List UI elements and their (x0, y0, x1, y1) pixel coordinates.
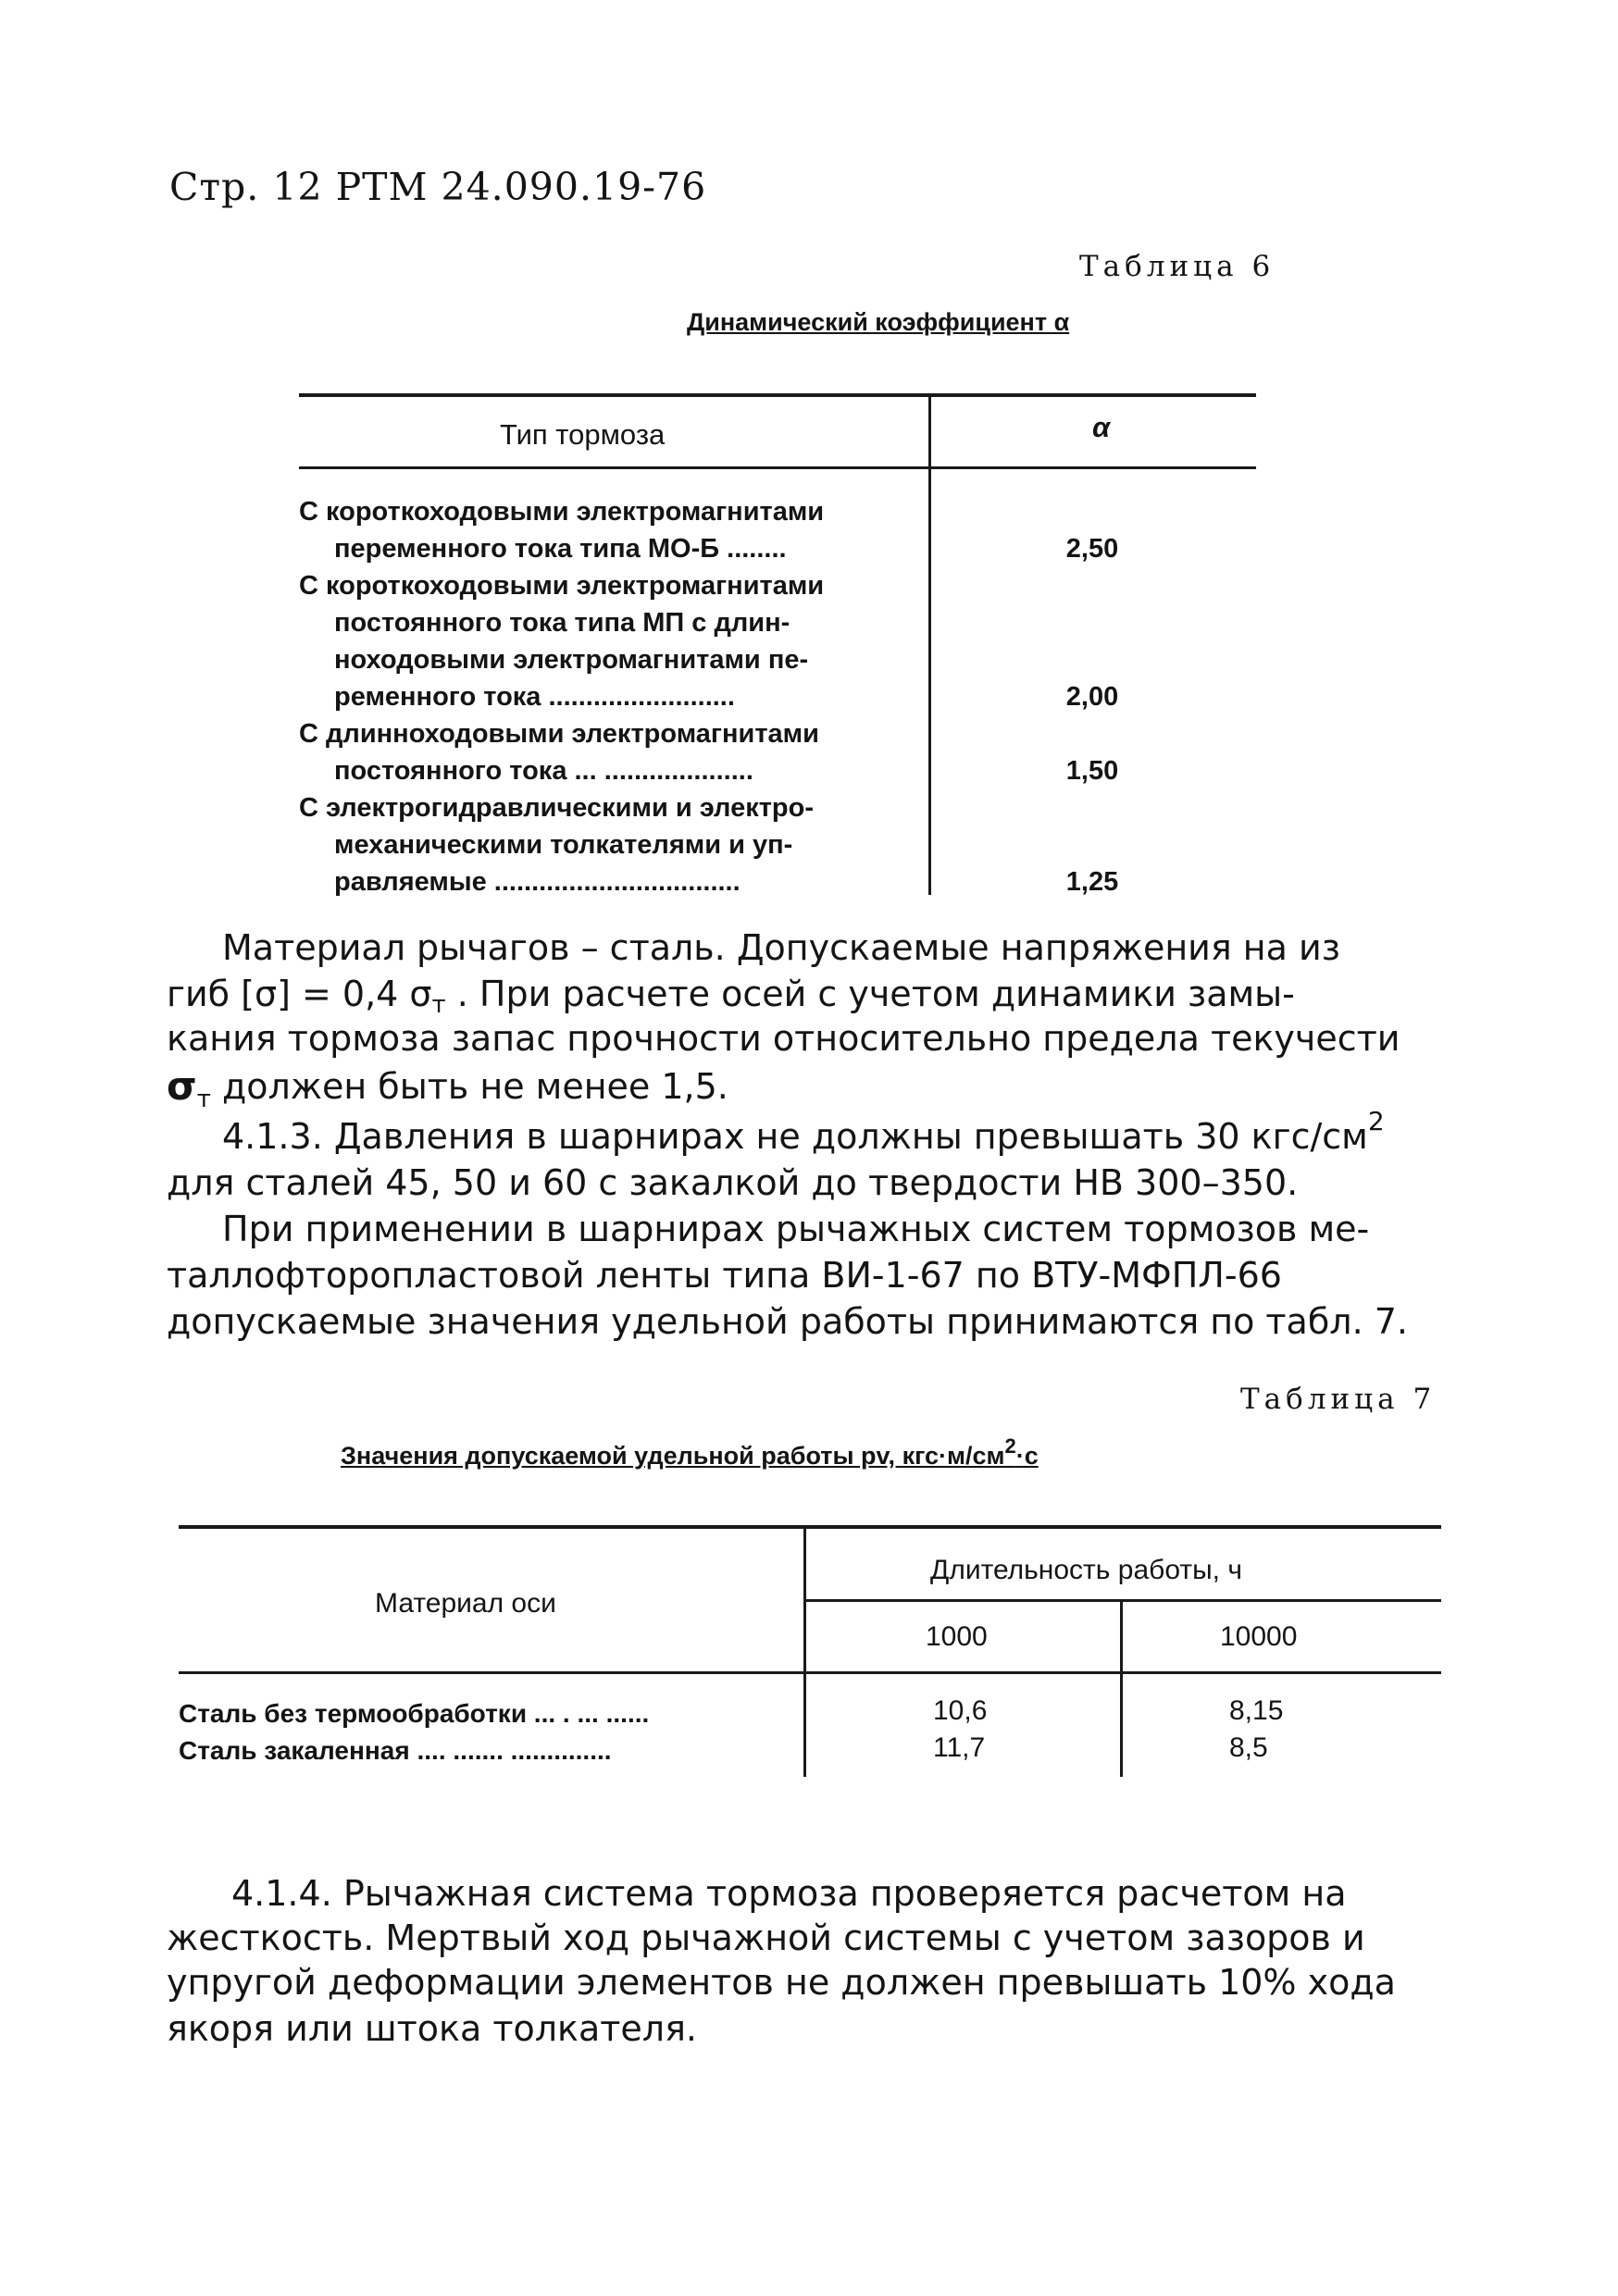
para1-line3 (167, 1016, 1462, 1061)
table7-row1-v1000: 10,6 (933, 1695, 988, 1726)
table7-row1-material: Сталь без термообработки ... . ... ...... (179, 1699, 650, 1728)
table6-row2-line3: ноходовыми электромагнитами пе- (334, 645, 809, 675)
para2-line2 (167, 1160, 1462, 1205)
table7-divider-material (803, 1525, 806, 1777)
table6-value-row2: 2,00 (1065, 682, 1119, 712)
para3-line2-text: таллофторопластовой ленты типа ВИ-1-67 по ВТУ-МФПЛ-66 (167, 1255, 1282, 1296)
para1-line1-text: Материал рычагов – сталь. Допускаемые напряжения на из (222, 927, 1340, 968)
table7-divider-duration (1120, 1599, 1123, 1777)
para3-line3-text: допускаемые значения удельной работы принимаются по табл. 7. (167, 1301, 1408, 1342)
table6-row3-line2: постоянного тока ... .................... (334, 756, 753, 786)
table6-top-rule (299, 393, 1256, 397)
table7-header-rule (179, 1671, 1441, 1674)
para2-line2-text: для сталей 45, 50 и 60 с закалкой до твердости НВ 300–350. (167, 1162, 1299, 1203)
table7-col-1000: 1000 (926, 1621, 988, 1652)
para4-line4-text: якоря или штока толкателя. (167, 2008, 698, 2049)
para3-line1 (222, 1207, 1462, 1251)
page-header: Стр. 12 РТМ 24.090.19-76 (169, 165, 707, 209)
para2-line1-superscript: 2 (1367, 1106, 1385, 1136)
table7-title-superscript: 2 (1004, 1434, 1016, 1458)
para3-line1-text: При применении в шарнирах рычажных систем тормозов ме- (222, 1209, 1370, 1249)
para3-line2 (167, 1253, 1462, 1297)
para1-line2-text-b: . При расчете осей с учетом динамики замы- (445, 974, 1295, 1014)
para1-line4-sigma: σ (167, 1063, 197, 1109)
table7-caption: Таблица 7 (1240, 1383, 1437, 1416)
para4-line4 (167, 2006, 1462, 2051)
table6-row3-line1: С длинноходовыми электромагнитами (299, 719, 819, 749)
para2-line1-text: 4.1.3. Давления в шарнирах не должны превышать 30 кгс/см (222, 1116, 1368, 1157)
table6-header-rule (299, 466, 1256, 469)
table7-title (341, 1434, 1039, 1471)
para1-line2-subscript: т (431, 991, 446, 1019)
table7-row1-v10000: 8,15 (1229, 1695, 1284, 1726)
para4-line3-text: упругой деформации элементов не должен превышать 10% хода (167, 1962, 1396, 2003)
para1-line4 (167, 1063, 1462, 1113)
table6-row1-line1: С короткоходовыми электромагнитами (299, 497, 825, 527)
table6-row4-line3: равляемые ................................. (334, 867, 741, 897)
table7-row2-material: Сталь закаленная .... ....... .............. (179, 1736, 612, 1765)
para1-line2 (167, 972, 1462, 1019)
table6-col-alpha: α (1092, 411, 1111, 443)
table7-col-10000: 10000 (1220, 1621, 1298, 1652)
table7-title-end: ·с (1015, 1442, 1039, 1470)
para4-line2-text: жесткость. Мертвый ход рычажной системы с учетом зазоров и (167, 1917, 1365, 1958)
para4-line1 (231, 1871, 1462, 1916)
para1-line4-subscript: т (196, 1086, 211, 1113)
table6-row2-line1: С короткоходовыми электромагнитами (299, 571, 825, 601)
table6-title: Динамический коэффициент α (687, 308, 1070, 336)
table7-col-duration: Длительность работы, ч (930, 1555, 1242, 1585)
para3-line3 (167, 1299, 1462, 1344)
table7-row2-v10000: 8,5 (1229, 1732, 1268, 1763)
table6-row2-line2: постоянного тока типа МП с длин- (334, 608, 790, 638)
para1-line2-text-a: гиб [σ] = 0,4 σ (167, 974, 432, 1014)
table7-row2-v1000: 11,7 (933, 1732, 986, 1763)
para2-line1 (222, 1106, 1462, 1159)
para1-line4-text: должен быть не менее 1,5. (210, 1066, 728, 1107)
table6-caption: Таблица 6 (1079, 250, 1276, 283)
table6-row4-line2: механическими толкателями и уп- (334, 830, 793, 860)
table6-value-row3: 1,50 (1065, 756, 1119, 786)
table6-value-row4: 1,25 (1065, 867, 1119, 897)
para4-line3 (167, 1960, 1462, 2004)
table7-top-rule (179, 1525, 1441, 1529)
table7-col-material: Материал оси (375, 1588, 556, 1619)
para1-line1 (222, 925, 1462, 970)
paragraph-stiffness (167, 0, 1462, 2296)
para1-line3-text: кания тормоза запас прочности относительно предела текучести (167, 1018, 1400, 1059)
table7-title-text: Значения допускаемой удельной работы pv, кгс·м/см (341, 1442, 1005, 1470)
table6-value-row1: 2,50 (1065, 534, 1119, 564)
para4-line2 (167, 1916, 1462, 1960)
table6-row4-line1: С электрогидравлическими и электро- (299, 793, 814, 823)
table6-col-type: Тип тормоза (500, 418, 666, 451)
para4-line1-text: 4.1.4. Рычажная система тормоза проверяется расчетом на (231, 1873, 1347, 1914)
paragraph-materials (167, 0, 1462, 2296)
table6-row1-line2: переменного тока типа МО-Б ........ (334, 534, 787, 564)
table6-row2-line4: ременного тока ......................... (334, 682, 735, 712)
